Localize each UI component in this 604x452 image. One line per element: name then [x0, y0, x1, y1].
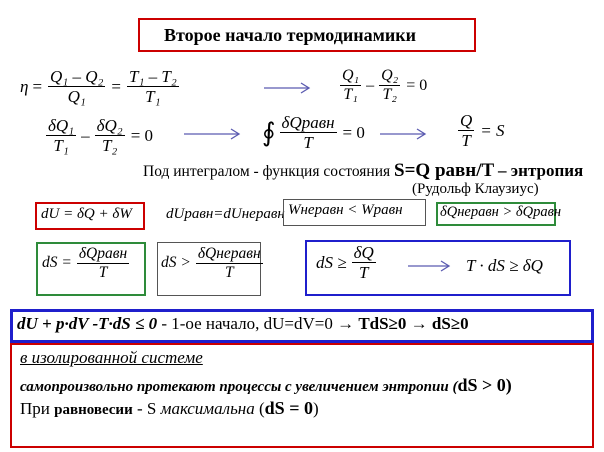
minus-sign: –: [81, 125, 90, 145]
q2-num: Q₂: [381, 67, 399, 84]
q1-t1-fraction: [340, 68, 361, 103]
author: (Рудольф Клаузиус): [412, 181, 539, 197]
entropy-caption: [143, 160, 583, 182]
dq-rev-num: δQравн: [78, 245, 128, 262]
arrow-right-icon: [408, 260, 454, 272]
dq-num: δQ: [353, 243, 374, 262]
close-paren: ): [312, 399, 319, 418]
open-paren: (: [254, 399, 265, 418]
heat-inequality: δQнеравн > δQравн: [440, 204, 562, 220]
tds-inequality: T · dS ≥ δQ: [466, 256, 543, 275]
heat-fraction-num: Q₁ – Q₂: [50, 67, 104, 86]
q2-t2-fraction: [379, 68, 400, 103]
reversible-fraction: [77, 246, 129, 280]
ds-zero: dS = 0: [264, 398, 313, 418]
at-text: При: [20, 399, 55, 418]
t1-den: T₁: [343, 86, 358, 103]
ds-ge: dS ≥: [316, 252, 347, 272]
spontaneous-text: самопроизвольно протекают процессы с увеличением энтропии (: [20, 379, 458, 395]
first-law-formula: dU = δQ + δW: [41, 206, 132, 222]
q1-num: Q₁: [342, 67, 360, 84]
q-num: Q: [460, 111, 473, 130]
irreversible-entropy: [161, 246, 265, 280]
t2-den: T₂: [382, 86, 397, 103]
contour-integral-icon: ∮: [262, 117, 276, 147]
maximal-text: максимальна: [160, 399, 255, 418]
eq-sign: =: [111, 76, 121, 96]
entropy-definition: [456, 112, 505, 149]
t-den: T: [98, 263, 108, 281]
s-text: - S: [132, 399, 161, 418]
dq-irrev-num: δQнеравн: [197, 245, 261, 262]
ds-positive: dS > 0: [457, 375, 506, 395]
arrow-right-icon: [184, 128, 244, 140]
entropy-formula: S=Q равн/T: [394, 160, 495, 181]
minus-sign: –: [366, 76, 375, 94]
isolated-line-2: [20, 375, 512, 396]
t-den: T: [358, 263, 369, 282]
combined-law-formula: dU + p·dV -T·dS ≤ 0: [17, 314, 158, 333]
eq-s: = S: [480, 120, 505, 140]
internal-energy-equality: dUравн=dUнеравн: [166, 206, 285, 222]
combined-law-text: - 1-ое начало, dU=dV=0 →: [157, 314, 359, 333]
t-den: T: [224, 263, 234, 281]
ds-gt: dS >: [161, 254, 191, 271]
reduced-heat-formula: [338, 68, 427, 103]
combined-law: [17, 314, 469, 334]
work-inequality: Wнеравн < Wравн: [288, 202, 403, 218]
equilibrium-text: равновесии: [54, 402, 133, 418]
t1-den: T₁: [53, 136, 69, 155]
arrow-right-icon: [380, 128, 430, 140]
clausius-integral: [262, 114, 365, 151]
page-title: Второе начало термодинамики: [164, 25, 416, 45]
dq2-num: δQ₂: [96, 116, 123, 135]
entropy-word: – энтропия: [498, 161, 584, 180]
differential-heat-formula: [44, 117, 153, 154]
dq-rev-num: δQравн: [281, 113, 335, 132]
combined-law-result: TdS≥0 → dS≥0: [358, 314, 469, 333]
clausius-inequality: [316, 244, 378, 281]
close-paren: ): [505, 375, 512, 395]
arrow-right-icon: [264, 82, 314, 94]
heat-fraction: [48, 68, 105, 105]
t-den: T: [303, 133, 313, 152]
temp-fraction: [127, 68, 179, 105]
heat-fraction-den: Q₁: [67, 87, 86, 106]
isolated-line-1: в изолированной системе: [20, 348, 203, 367]
eq-zero: = 0: [342, 122, 365, 142]
eq-zero: = 0: [406, 76, 428, 94]
temp-fraction-num: T₁ – T₂: [129, 67, 177, 86]
reversible-entropy: [42, 246, 131, 280]
efficiency-formula: [20, 68, 181, 105]
irreversible-fraction: [196, 246, 263, 280]
eq-sign: =: [32, 76, 43, 96]
caption-text: Под интегралом - функция состояния: [143, 163, 391, 180]
eq-zero: = 0: [130, 125, 154, 145]
t-den: T: [461, 131, 471, 150]
isolated-line-3: [20, 398, 319, 419]
ds-eq: dS =: [42, 254, 72, 271]
eta-symbol: η: [20, 76, 29, 96]
temp-fraction-den: T₁: [145, 87, 161, 106]
dq-t-fraction: [352, 244, 376, 281]
t2-den: T₂: [101, 136, 118, 155]
dq1-num: δQ₁: [48, 116, 75, 135]
dq-rev-t-fraction: [280, 114, 337, 151]
q-t-fraction: [458, 112, 474, 149]
dq2-t2-fraction: [95, 117, 125, 154]
dq1-t1-fraction: [46, 117, 76, 154]
